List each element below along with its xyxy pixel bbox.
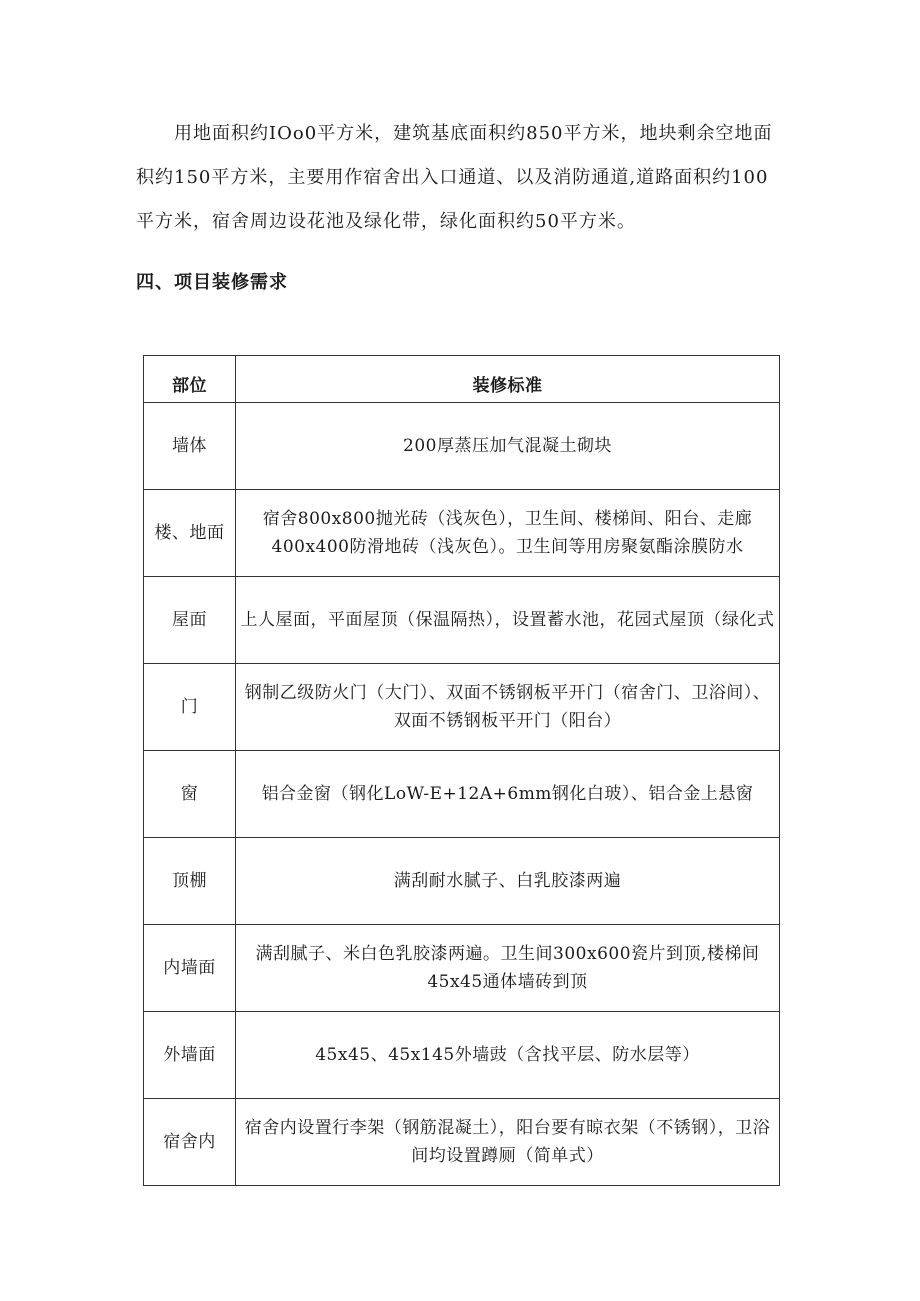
- header-part: 部位: [144, 356, 236, 403]
- row-standard: 宿舍800x800抛光砖（浅灰色），卫生间、楼梯间、阳台、走廊400x400防滑地砖（浅灰色）。卫生间等用房聚氨酯涂膜防水: [236, 490, 780, 577]
- row-standard: 上人屋面，平面屋顶（保温隔热），设置蓄水池，花园式屋顶（绿化式: [236, 577, 780, 664]
- row-standard: 200厚蒸压加气混凝土砌块: [236, 403, 780, 490]
- intro-paragraph: 用地面积约IOo0平方米，建筑基底面积约850平方米，地块剩余空地面积约150平方米，主要用作宿舍出入口通道、以及消防通道,道路面积约100平方米，宿舍周边设花池及绿化带，绿化面积约50平方米。: [136, 123, 773, 232]
- row-standard: 满刮腻子、米白色乳胶漆两遍。卫生间300x600瓷片到顶,楼梯间45x45通体墙砖到顶: [236, 925, 780, 1012]
- header-standard: 装修标准: [236, 356, 780, 403]
- row-part: 屋面: [144, 577, 236, 664]
- table-row: [144, 664, 780, 751]
- row-standard: 铝合金窗（钢化LoW-E+12A+6mm钢化白玻）、铝合金上悬窗: [236, 751, 780, 838]
- row-standard: 45x45、45x145外墙豉（含找平层、防水层等）: [236, 1012, 780, 1099]
- table-row: [144, 1099, 780, 1186]
- row-part: 门: [144, 664, 236, 751]
- table-row: [144, 751, 780, 838]
- renovation-standards-table: [143, 355, 780, 1186]
- row-part: 顶棚: [144, 838, 236, 925]
- row-part: 窗: [144, 751, 236, 838]
- row-part: 楼、地面: [144, 490, 236, 577]
- table-header-row: [144, 356, 780, 403]
- table-row: [144, 577, 780, 664]
- row-part: 墙体: [144, 403, 236, 490]
- table-row: [144, 1012, 780, 1099]
- row-standard: 满刮耐水腻子、白乳胶漆两遍: [236, 838, 780, 925]
- row-part: 内墙面: [144, 925, 236, 1012]
- row-standard: 宿舍内设置行李架（钢筋混凝土），阳台要有晾衣架（不锈钢），卫浴间均设置蹲厕（简单式）: [236, 1099, 780, 1186]
- table-row: [144, 403, 780, 490]
- table-row: [144, 838, 780, 925]
- table-row: [144, 490, 780, 577]
- row-part: 宿舍内: [144, 1099, 236, 1186]
- row-standard: 钢制乙级防火门（大门）、双面不锈钢板平开门（宿舍门、卫浴间）、双面不锈钢板平开门（阳台）: [236, 664, 780, 751]
- row-part: 外墙面: [144, 1012, 236, 1099]
- section-heading: 四、项目装修需求: [136, 272, 288, 293]
- table-row: [144, 925, 780, 1012]
